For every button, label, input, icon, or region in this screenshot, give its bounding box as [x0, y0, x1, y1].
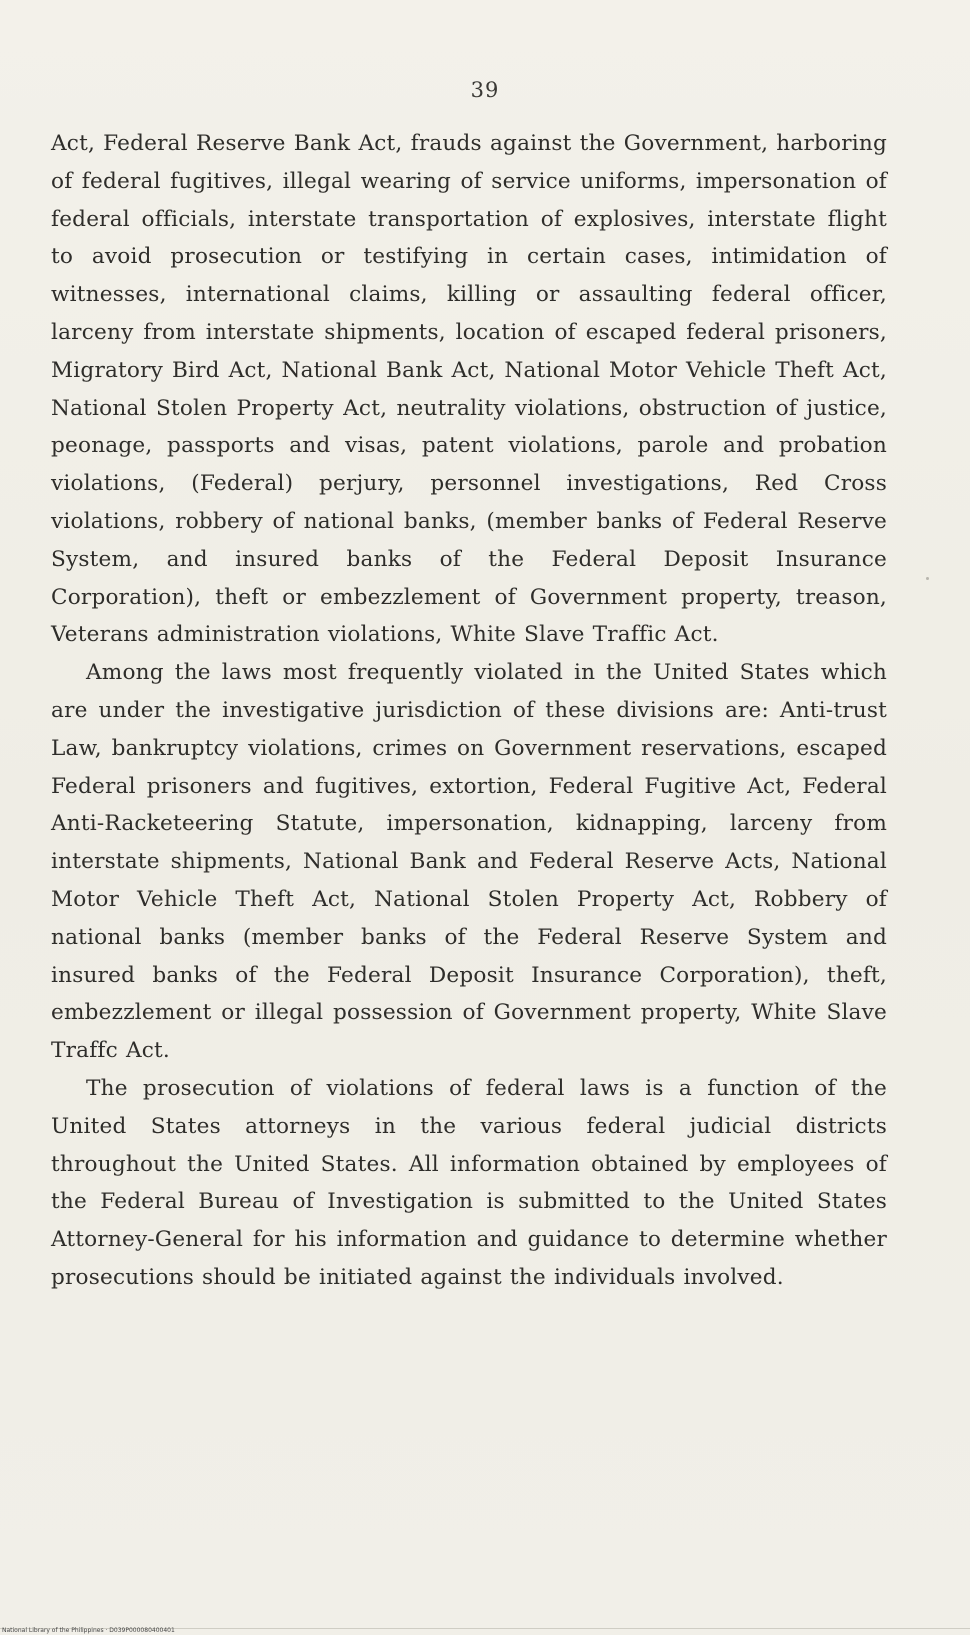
paragraph-laws-violated: Among the laws most frequently violated in the United States which are under the investigative jurisdiction of these divisions are: Anti-trust Law, bankruptcy violations, crimes on Government reservations, escaped Federal prisoners and fugitives, extortion, Federal Fugitive Act, Federal Anti-Racketeering Statute, impersonation, kidnapping, larceny from interstate shipments, National Bank and Federal Reserve Acts, National Motor Vehicle Theft Act, National Stolen Property Act, Robbery of national banks (member banks of the Federal Reserve System and insured banks of the Federal Deposit Insurance Corporation), theft, embezzlement or illegal possession of Government property, White Slave Traffc Act.	[51, 660, 887, 1064]
body-text	[51, 125, 887, 1297]
page-number: 39	[470, 78, 500, 102]
paragraph-prosecution: The prosecution of violations of federal laws is a function of the United States attorneys in the various federal judicial districts throughout the United States. All information obtained by employees of the Federal Bureau of Investigation is submitted to the United States Attorney-General for his information and guidance to determine whether prosecutions should be initiated against the individuals involved.	[51, 1075, 887, 1290]
paragraph-continued: Act, Federal Reserve Bank Act, frauds against the Government, harboring of federal fugitives, illegal wearing of service uniforms, impersonation of federal officials, interstate transportation of explosives, interstate flight to avoid prosecution or testifying in certain cases, intimidation of witnesses, international claims, killing or assaulting federal officer, larceny from interstate shipments, location of escaped federal prisoners, Migratory Bird Act, National Bank Act, National Motor Vehicle Theft Act, National Stolen Property Act, neutrality violations, obstruction of justice, peonage, passports and visas, patent violations, parole and probation violations, (Federal) perjury, personnel investigations, Red Cross violations, robbery of national banks, (member banks of Federal Reserve System, and insured banks of the Federal Deposit Insurance Corporation), theft or embezzlement of Government property, treason, Veterans administration violations, White Slave Traffic Act.	[51, 131, 887, 648]
scan-footer: National Library of the Philippines · D039P000080400401	[2, 1627, 175, 1634]
scan-speck	[926, 577, 929, 580]
